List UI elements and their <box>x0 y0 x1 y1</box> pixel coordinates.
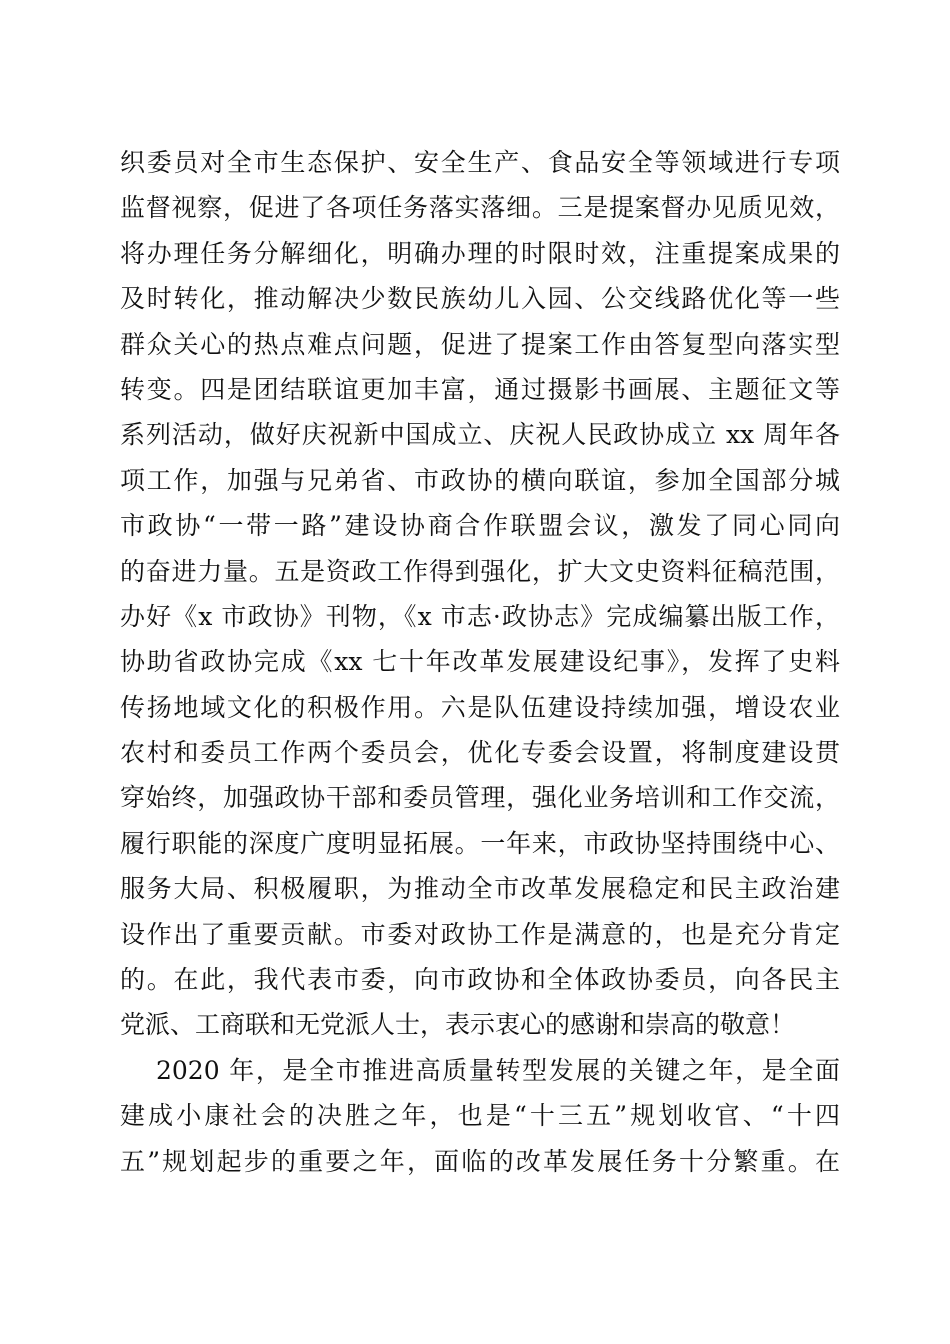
text-line: 转变。四是团结联谊更加丰富，通过摄影书画展、主题征文等 <box>120 374 840 404</box>
text-line: 市政协“一带一路”建设协商合作联盟会议，激发了同心同向 <box>120 511 840 541</box>
text-line: 农村和委员工作两个委员会，优化专委会设置，将制度建设贯 <box>120 738 840 768</box>
text-line: 的。在此，我代表市委，向市政协和全体政协委员，向各民主 <box>120 965 840 995</box>
text-line: 2020 年，是全市推进高质量转型发展的关键之年，是全面 <box>156 1055 840 1085</box>
text-line: 的奋进力量。五是资政工作得到强化，扩大文史资料征稿范围， <box>120 556 840 586</box>
text-line: 及时转化，推动解决少数民族幼儿入园、公交线路优化等一些 <box>120 284 840 314</box>
text-line: 系列活动，做好庆祝新中国成立、庆祝人民政协成立 xx 周年各 <box>120 420 840 450</box>
text-line: 服务大局、积极履职，为推动全市改革发展稳定和民主政治建 <box>120 874 840 904</box>
text-line: 穿始终，加强政协干部和委员管理，强化业务培训和工作交流， <box>120 783 840 813</box>
text-line: 传扬地域文化的积极作用。六是队伍建设持续加强，增设农业 <box>120 692 840 722</box>
body-text <box>120 140 840 1184</box>
text-line: 办好《x 市政协》刊物，《x 市志·政协志》完成编纂出版工作， <box>120 601 840 631</box>
paragraph-2 <box>120 1048 840 1184</box>
text-line: 监督视察，促进了各项任务落实落细。三是提案督办见质见效， <box>120 193 840 223</box>
text-line: 建成小康社会的决胜之年，也是“十三五”规划收官、“十四 <box>120 1101 840 1131</box>
text-line: 设作出了重要贡献。市委对政协工作是满意的，也是充分肯定 <box>120 919 840 949</box>
text-line: 群众关心的热点难点问题，促进了提案工作由答复型向落实型 <box>120 329 840 359</box>
text-line: 党派、工商联和无党派人士，表示衷心的感谢和崇高的敬意！ <box>120 1010 796 1040</box>
text-line: 将办理任务分解细化，明确办理的时限时效，注重提案成果的 <box>120 238 840 268</box>
paragraph-1 <box>120 140 840 1048</box>
text-line: 五”规划起步的重要之年，面临的改革发展任务十分繁重。在 <box>120 1146 840 1176</box>
text-line: 项工作，加强与兄弟省、市政协的横向联谊，参加全国部分城 <box>120 465 840 495</box>
text-line: 协助省政协完成《xx 七十年改革发展建设纪事》，发挥了史料 <box>120 647 840 677</box>
text-line: 织委员对全市生态保护、安全生产、食品安全等领域进行专项 <box>120 148 840 177</box>
text-line: 履行职能的深度广度明显拓展。一年来，市政协坚持围绕中心、 <box>120 828 840 858</box>
